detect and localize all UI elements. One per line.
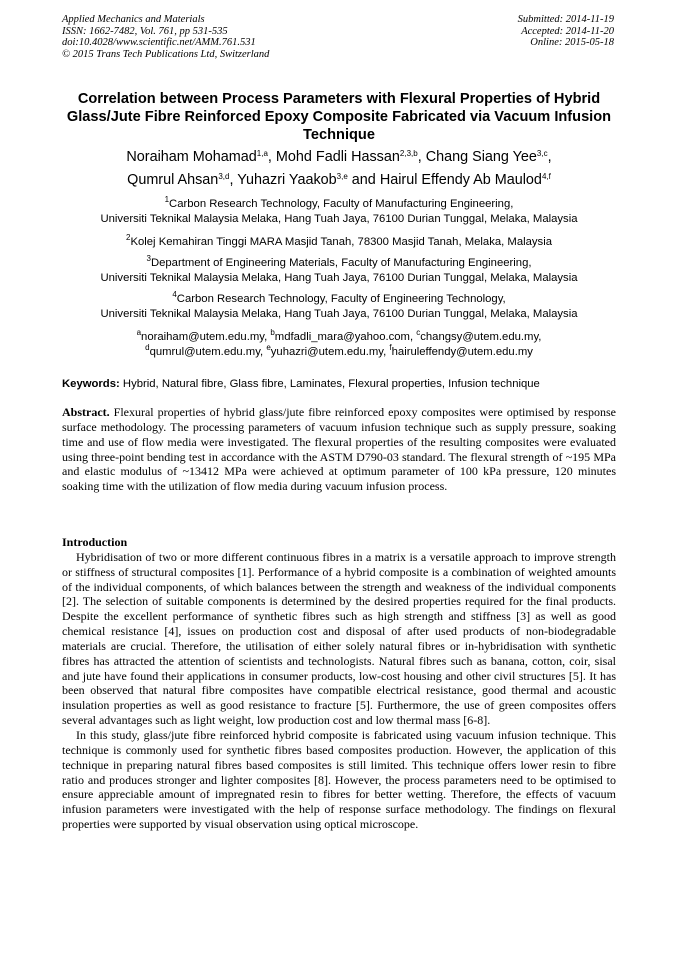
journal-name: Applied Mechanics and Materials bbox=[62, 14, 205, 25]
author-separator: , bbox=[229, 172, 238, 188]
affiliation-line: Universiti Teknikal Malaysia Melaka, Hang Tuah Jaya, 76100 Durian Tunggal, Melaka, Malaysia bbox=[100, 213, 578, 225]
abstract-label: Abstract. bbox=[62, 405, 110, 419]
email-link[interactable]: mdfadli_mara@yahoo.com bbox=[274, 331, 410, 343]
email-link[interactable]: yuhazri@utem.edu.my bbox=[270, 346, 384, 358]
author-name: Noraiham Mohamad bbox=[126, 149, 257, 165]
author-emails: $^a$noraiham@utem.edu.my, $^b$mdfadli_mara@yahoo.com, $^c$changsy@utem.edu.my, $^d$qumrul@utem.edu.my, $^e$yuhazri@utem.edu.my, $^f$hairuleffendy@utem.edu.my bbox=[136, 328, 542, 358]
author-name: Hairul Effendy Ab Maulod bbox=[379, 172, 542, 188]
email-link[interactable]: noraiham@utem.edu.my bbox=[141, 331, 265, 343]
introduction-paragraph: In this study, glass/jute fibre reinforced hybrid composite is fabricated using vacuum infusion technique. This technique is commonly used for synthetic fibres based composites production. However, the application of this technique in preparing natural fibres based composites is still limited. This technique offers lower resin to fibre ratio and produces stronger and lighter composites [8]. However, the process parameters need to be optimised to ensure appreciable amount of impregnated resin to fibres for better wetting. Therefore, the effects of vacuum infusion parameters were investigated with the help of response surface methodology. The findings on flexural properties were supported by visual observation using optical microscope. bbox=[62, 727, 616, 832]
author-affil-mark: 2,3,b bbox=[399, 149, 418, 158]
affiliation-line: Carbon Research Technology, Faculty of Manufacturing Engineering, bbox=[169, 198, 514, 210]
email-mark: b bbox=[270, 328, 275, 337]
author-separator: , bbox=[267, 149, 276, 165]
author-affil-mark: 3,d bbox=[218, 172, 230, 181]
author-separator: , bbox=[547, 149, 552, 165]
author-separator: and bbox=[347, 172, 380, 188]
author-name: Yuhazri Yaakob bbox=[237, 172, 337, 188]
author-affil-mark: 1,a bbox=[256, 149, 268, 158]
email-mark: d bbox=[145, 343, 150, 352]
author-affil-mark: 4,f bbox=[541, 172, 551, 181]
affiliation-1 bbox=[40, 197, 638, 227]
abstract-section bbox=[62, 405, 616, 494]
paper-title: Correlation between Process Parameters with Flexural Properties of Hybrid Glass/Jute Fibre Reinforced Epoxy Composite Fabricated via Vacuum Infusion Technique bbox=[66, 91, 612, 143]
email-link[interactable]: hairuleffendy@utem.edu.my bbox=[391, 346, 533, 358]
affiliation-line: Universiti Teknikal Malaysia Melaka, Hang Tuah Jaya, 76100 Durian Tunggal, Melaka, Malaysia bbox=[100, 272, 578, 284]
doi-line[interactable]: doi:10.4028/www.scientific.net/AMM.761.531 bbox=[62, 37, 256, 49]
copyright-line: © 2015 Trans Tech Publications Ltd, Switzerland bbox=[62, 48, 270, 60]
journal-header-left bbox=[62, 14, 269, 60]
keywords-label: Keywords: bbox=[62, 378, 120, 390]
email-link[interactable]: qumrul@utem.edu.my bbox=[149, 346, 261, 358]
email-mark: f bbox=[389, 343, 392, 352]
affiliation-number: 2 bbox=[125, 233, 131, 242]
author-name: Chang Siang Yee bbox=[425, 149, 537, 165]
introduction-section bbox=[62, 535, 616, 832]
author-affil-mark: 3,e bbox=[336, 172, 348, 181]
affiliation-number: 1 bbox=[164, 195, 170, 204]
affiliation-2 bbox=[40, 235, 638, 250]
affiliation-line: Department of Engineering Materials, Faculty of Manufacturing Engineering, bbox=[150, 257, 532, 269]
introduction-heading: Introduction bbox=[62, 535, 128, 549]
email-mark: a bbox=[136, 328, 142, 337]
submitted-date: Submitted: 2014-11-19 bbox=[517, 14, 614, 25]
introduction-paragraph: Hybridisation of two or more different continuous fibres in a matrix is a versatile approach to improve strength or stiffness of structural composites [1]. Performance of a hybrid composite is a combination of weighted amounts of the individual components, of which balances between the strength and weakness of the individual components [2]. The selection of suitable components is determined by the desired properties required for the final products. Despite the excellent performance of synthetic fibres such as high strength and stiffness [3] as well as good chemical resistance [4], issues on production cost and disposal of after used products of non-biodegradable materials are crucial. Therefore, the utilisation of either solely natural fibres or in-hybridisation with synthetic fibres has attracted the attention of scientists and technologists. Natural fibres such as banana, cotton, coir, sisal and jute have found their applications in consumer products, low-cost housing and other civil structures [5]. It has been observed that natural fibre composites have compatible electrical resistance, good thermal and acoustic insulation properties as well as good resistance to fracture [5]. Furthermore, the use of green composites offers several advantages such as light weight, low production cost and low thermal mass [6-8]. bbox=[62, 549, 616, 728]
abstract-text: Flexural properties of hybrid glass/jute fibre reinforced epoxy composites were optimised by response surface methodology. The processing parameters of vacuum infusion technique such as supply pressure, soaking time and use of flow media were investigated. The flexural properties of the resulting composites were evaluated using three-point bending test in accordance with the ASTM D790-03 standard. The flexural strength of ~195 MPa and elastic modulus of ~13412 MPa were achieved at optimum parameter of 100 kPa pressure, 120 minutes soaking time with the utilization of flow media during vacuum infusion process. bbox=[62, 405, 616, 494]
email-mark: c bbox=[416, 328, 421, 337]
affiliation-line: Universiti Teknikal Malaysia Melaka, Hang Tuah Jaya, 76100 Durian Tunggal, Melaka, Malaysia bbox=[100, 308, 578, 320]
journal-header-right bbox=[518, 14, 614, 49]
online-date: Online: 2015-05-18 bbox=[530, 37, 614, 49]
email-link[interactable]: changsy@utem.edu.my bbox=[420, 331, 539, 343]
issn-line: ISSN: 1662-7482, Vol. 761, pp 531-535 bbox=[62, 25, 228, 37]
author-list bbox=[40, 146, 638, 192]
affiliation-line: Kolej Kemahiran Tinggi MARA Masjid Tanah, 78300 Masjid Tanah, Melaka, Malaysia bbox=[130, 236, 552, 248]
affiliation-number: 3 bbox=[146, 254, 151, 263]
affiliation-line: Carbon Research Technology, Faculty of Engineering Technology, bbox=[176, 293, 506, 305]
email-mark: e bbox=[266, 343, 271, 352]
keywords-text: Hybrid, Natural fibre, Glass fibre, Laminates, Flexural properties, Infusion technique bbox=[119, 378, 540, 390]
author-name: Mohd Fadli Hassan bbox=[275, 149, 400, 165]
author-separator: , bbox=[417, 149, 426, 165]
affiliation-4 bbox=[40, 292, 638, 322]
affiliation-number: 4 bbox=[172, 290, 177, 299]
accepted-date: Accepted: 2014-11-20 bbox=[521, 25, 614, 37]
author-name: Qumrul Ahsan bbox=[127, 172, 219, 188]
affiliation-3 bbox=[40, 256, 638, 286]
keywords-line bbox=[62, 377, 618, 391]
author-affil-mark: 3,c bbox=[536, 149, 548, 158]
